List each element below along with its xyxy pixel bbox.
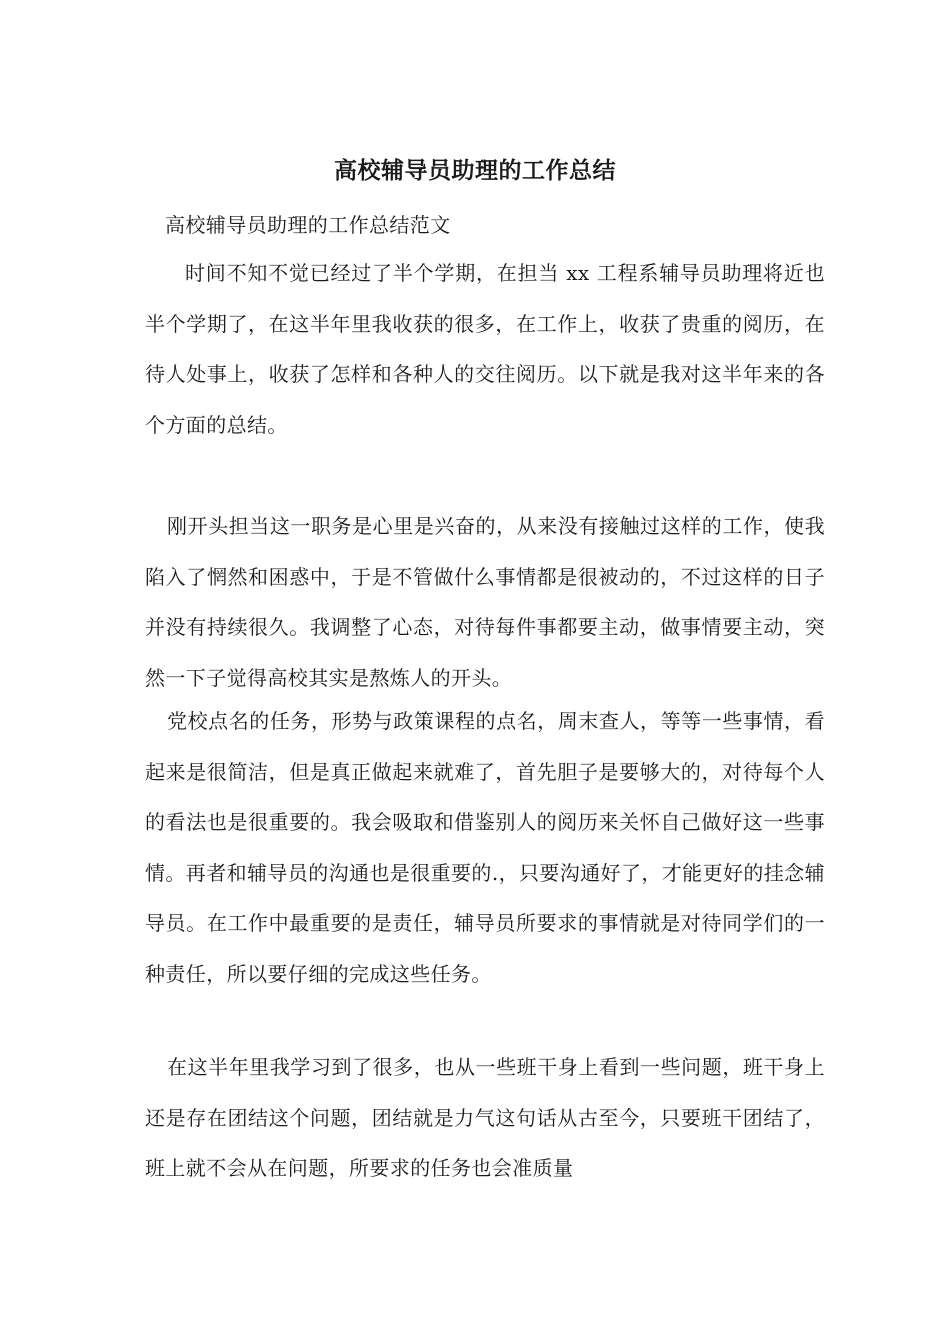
paragraph-tasks: 党校点名的任务，形势与政策课程的点名，周末查人，等等一些事情，看起来是很简洁，但是真正做起来就难了，首先胆子是要够大的，对待每个人的看法也是很重要的。我会吸取和借鉴别人的阅历来关怀自己做好这一些事情。再者和辅导员的沟通也是很重要的.，只要沟通好了，才能更好的挂念辅导员。在工作中最重要的是责任，辅导员所要求的事情就是对待同学们的一种责任，所以要仔细的完成这些任务。 <box>145 709 825 986</box>
document-title: 高校辅导员助理的工作总结 <box>334 157 616 184</box>
paragraph-learning: 在这半年里我学习到了很多，也从一些班干身上看到一些问题，班干身上还是存在团结这个问题，团结就是力气这句话从古至今，只要班干团结了，班上就不会从在问题，所要求的任务也会准质量 <box>145 1055 825 1180</box>
paragraph-beginning: 刚开头担当这一职务是心里是兴奋的，从来没有接触过这样的工作，使我陷入了惘然和困惑中，于是不管做什么事情都是很被动的，不过这样的日子并没有持续很久。我调整了心态，对待每件事都要主动，做事情要主动，突然一下子觉得高校其实是熬炼人的开头。 <box>145 514 825 690</box>
document-subtitle: 高校辅导员助理的工作总结范文 <box>165 213 451 237</box>
paragraph-intro: 时间不知不觉已经过了半个学期，在担当 xx 工程系辅导员助理将近也半个学期了，在这半年里我收获的很多，在工作上，收获了贵重的阅历，在待人处事上，收获了怎样和各种人的交往阅历。以下就是我对这半年来的各个方面的总结。 <box>145 261 825 437</box>
